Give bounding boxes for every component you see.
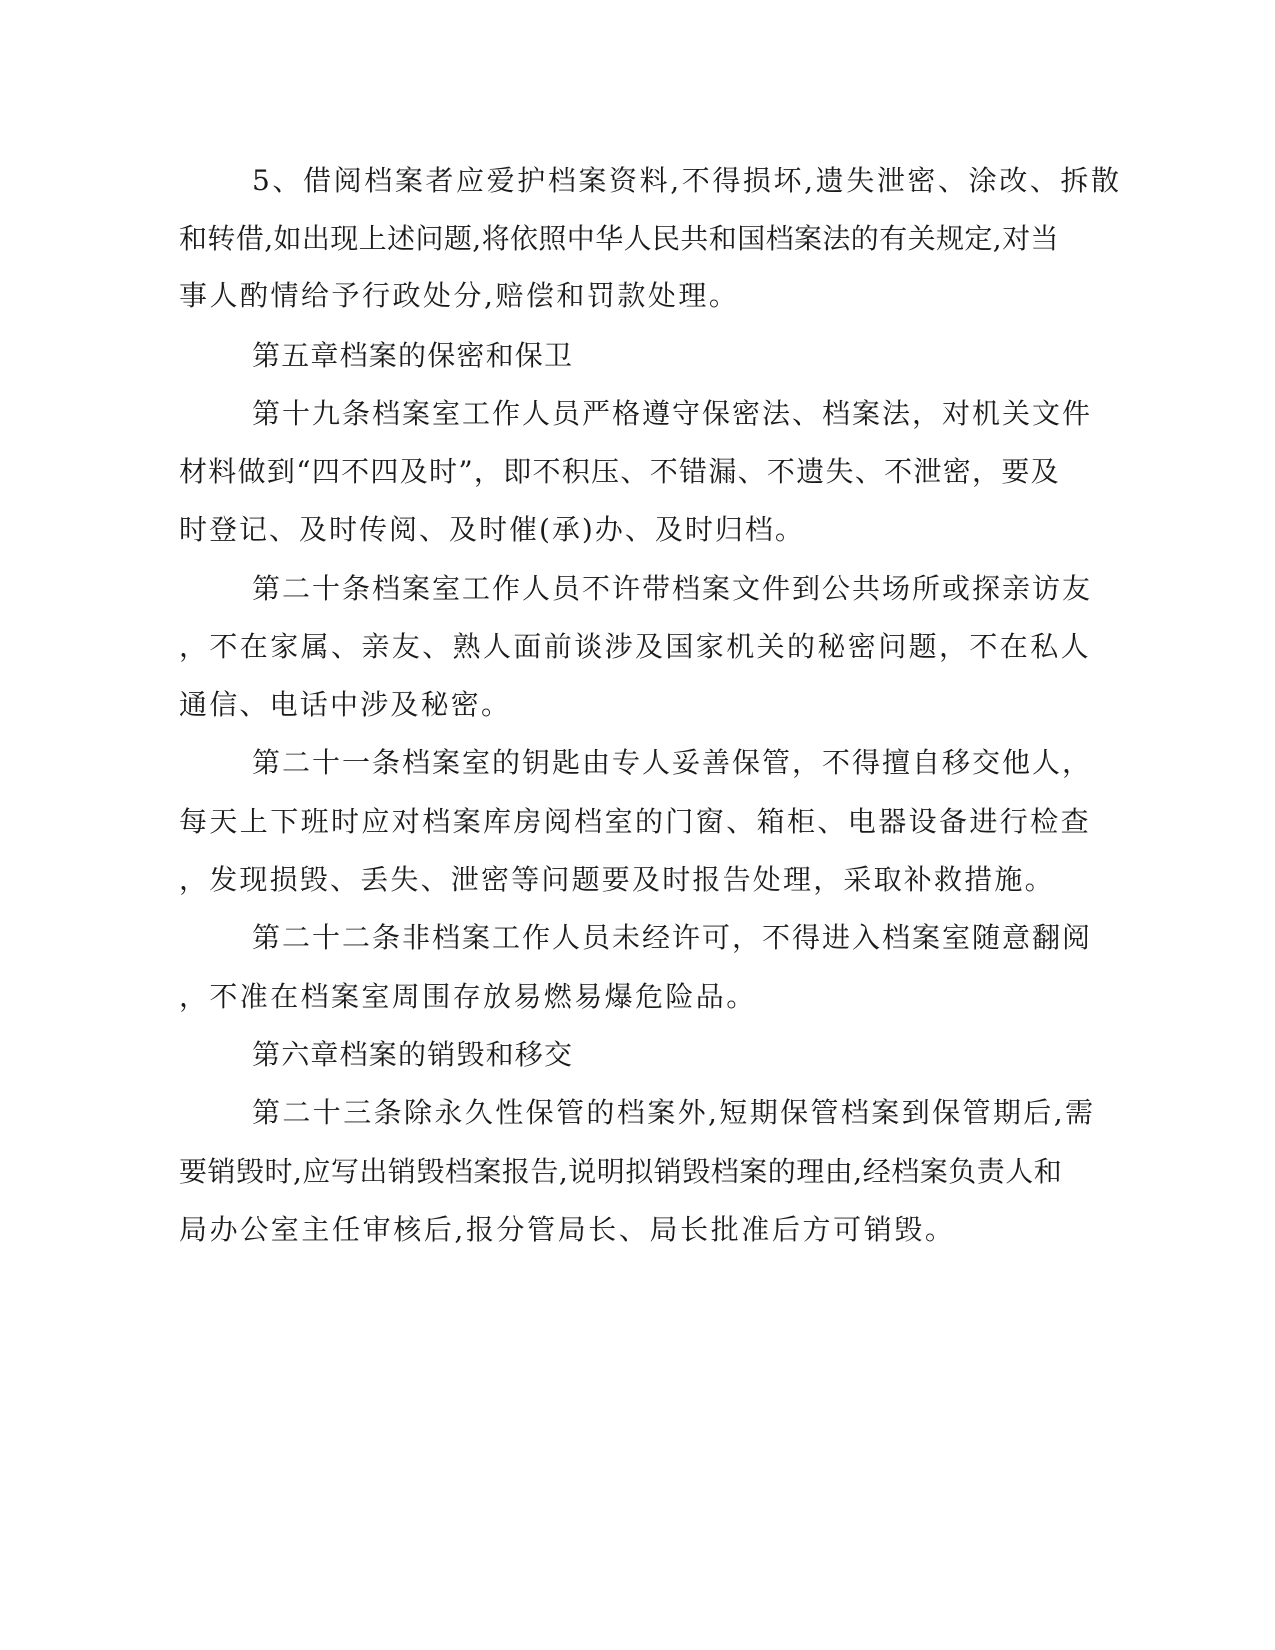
text-line: 第十九条档案室工作人员严格遵守保密法、档案法，对机关文件 bbox=[252, 397, 1093, 430]
text-line: 和转借,如出现上述问题,将依照中华人民共和国档案法的有关规定,对当 bbox=[179, 222, 1059, 255]
text-line: 要销毁时,应写出销毁档案报告,说明拟销毁档案的理由,经档案负责人和 bbox=[179, 1155, 1063, 1188]
text-line: 局办公室主任审核后,报分管局长、局长批准后方可销毁。 bbox=[179, 1213, 956, 1246]
text-line: ，不准在档案室周围存放易燃易爆危险品。 bbox=[179, 980, 757, 1013]
text-line: ，不在家属、亲友、熟人面前谈涉及国家机关的秘密问题，不在私人 bbox=[179, 630, 1092, 663]
text-line: 事人酌情给予行政处分,赔偿和罚款处理。 bbox=[179, 279, 740, 312]
text-line: 第二十三条除永久性保管的档案外,短期保管档案到保管期后,需 bbox=[252, 1096, 1096, 1129]
text-line: 第二十二条非档案工作人员未经许可，不得进入档案室随意翻阅 bbox=[252, 921, 1093, 954]
text-line: 5、借阅档案者应爱护档案资料,不得损坏,遗失泄密、涂改、拆散 bbox=[252, 164, 1122, 197]
text-line: 时登记、及时传阅、及时催(承)办、及时归档。 bbox=[179, 513, 805, 546]
text-line: 通信、电话中涉及秘密。 bbox=[179, 688, 512, 721]
text-line: 第二十条档案室工作人员不许带档案文件到公共场所或探亲访友 bbox=[252, 572, 1093, 605]
text-line: ，发现损毁、丢失、泄密等问题要及时报告处理，采取补救措施。 bbox=[179, 863, 1055, 896]
text-line: 每天上下班时应对档案库房阅档室的门窗、箱柜、电器设备进行检查 bbox=[179, 805, 1092, 838]
section-heading: 第五章档案的保密和保卫 bbox=[252, 339, 574, 372]
text-line: 第二十一条档案室的钥匙由专人妥善保管，不得擅自移交他人， bbox=[252, 746, 1093, 779]
section-heading: 第六章档案的销毁和移交 bbox=[252, 1038, 574, 1071]
text-line: 材料做到“四不四及时”，即不积压、不错漏、不遗失、不泄密，要及 bbox=[179, 455, 1060, 488]
